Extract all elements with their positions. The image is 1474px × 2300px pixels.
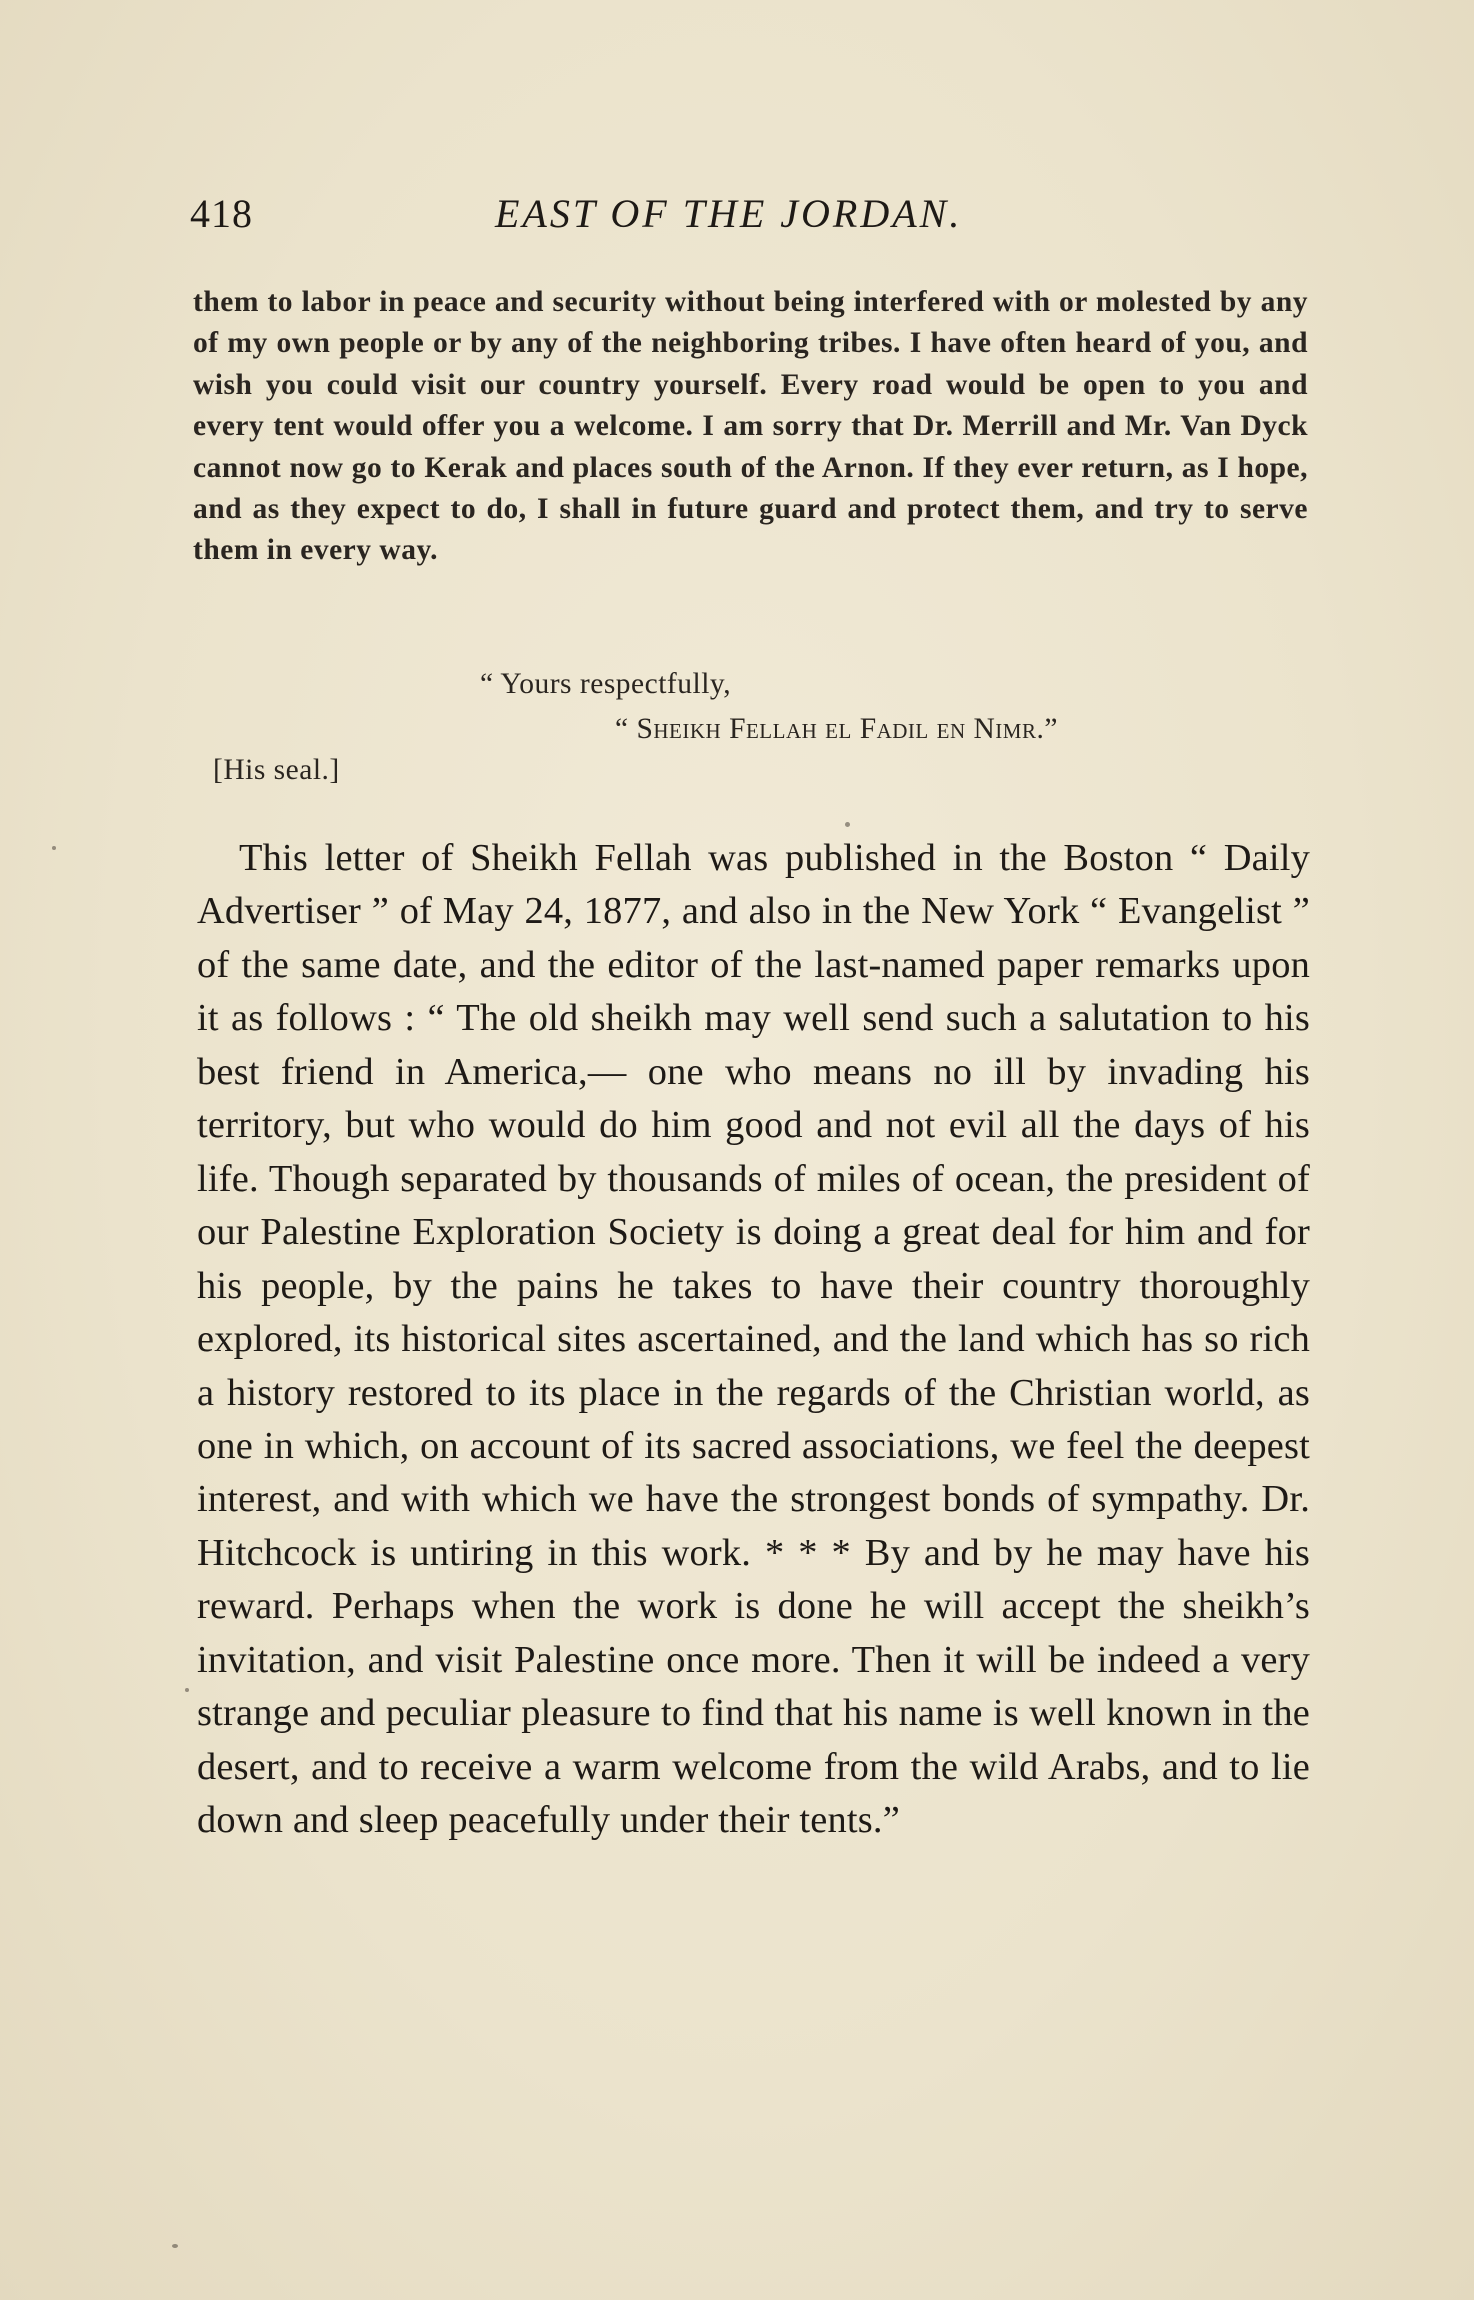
- running-title: EAST OF THE JORDAN.: [495, 191, 963, 236]
- body-paragraph: This letter of Sheikh Fellah was published in the Boston “ Daily Advertiser ” of May 24, 1877, and also in the New York “ Evangelist ” of the same date, and the editor of the last-named paper remarks upon it as follows : “ The old sheikh may well send such a salutation to his best friend in America,— one who means no ill by invading his territory, but who would do him good and not evil all the days of his life. Though separated by thousands of miles of ocean, the president of our Palestine Exploration Society is doing a great deal for him and for his people, by the pains he takes to have their country thoroughly explored, its historical sites ascertained, and the land which has so rich a history restored to its place in the regards of the Christian world, as one in which, on account of its sacred associations, we feel the deepest interest, and with which we have the strongest bonds of sympathy. Dr. Hitchcock is untiring in this work. * * * By and by he may have his reward. Perhaps when the work is done he will accept the sheikh’s invitation, and visit Palestine once more. Then it will be indeed a very strange and peculiar pleasure to find that his name is well known in the desert, and to receive a warm welcome from the wild Arabs, and to lie down and sleep peacefully under their tents.”: [197, 837, 1310, 1842]
- letter-text: them to labor in peace and security without being interfered with or molested by any of my own people or by any of the neighboring tribes. I have often heard of you, and wish you could visit our country yourself. Every road would be open to you and every tent would offer you a welcome. I am sorry that Dr. Merrill and Mr. Van Dyck cannot now go to Kerak and places south of the Arnon. If they ever return, as I hope, and as they expect to do, I shall in future guard and protect them, and try to serve them in every way.: [193, 286, 1308, 567]
- letter-closing: “ Yours respectfully,: [480, 668, 732, 700]
- signature-text: “ Sheikh Fellah el Fadil en Nimr.”: [615, 713, 1058, 745]
- page-header: [190, 190, 1310, 250]
- letter-quotation: [193, 282, 1308, 572]
- ink-speck: [185, 1688, 189, 1692]
- ink-speck: [172, 2244, 178, 2248]
- ink-speck: [845, 822, 850, 827]
- letter-seal: [His seal.]: [213, 754, 340, 786]
- body-text: [197, 832, 1310, 1848]
- letter-signature: [615, 713, 1058, 746]
- ink-speck: [52, 846, 56, 850]
- page-number: 418: [190, 191, 253, 236]
